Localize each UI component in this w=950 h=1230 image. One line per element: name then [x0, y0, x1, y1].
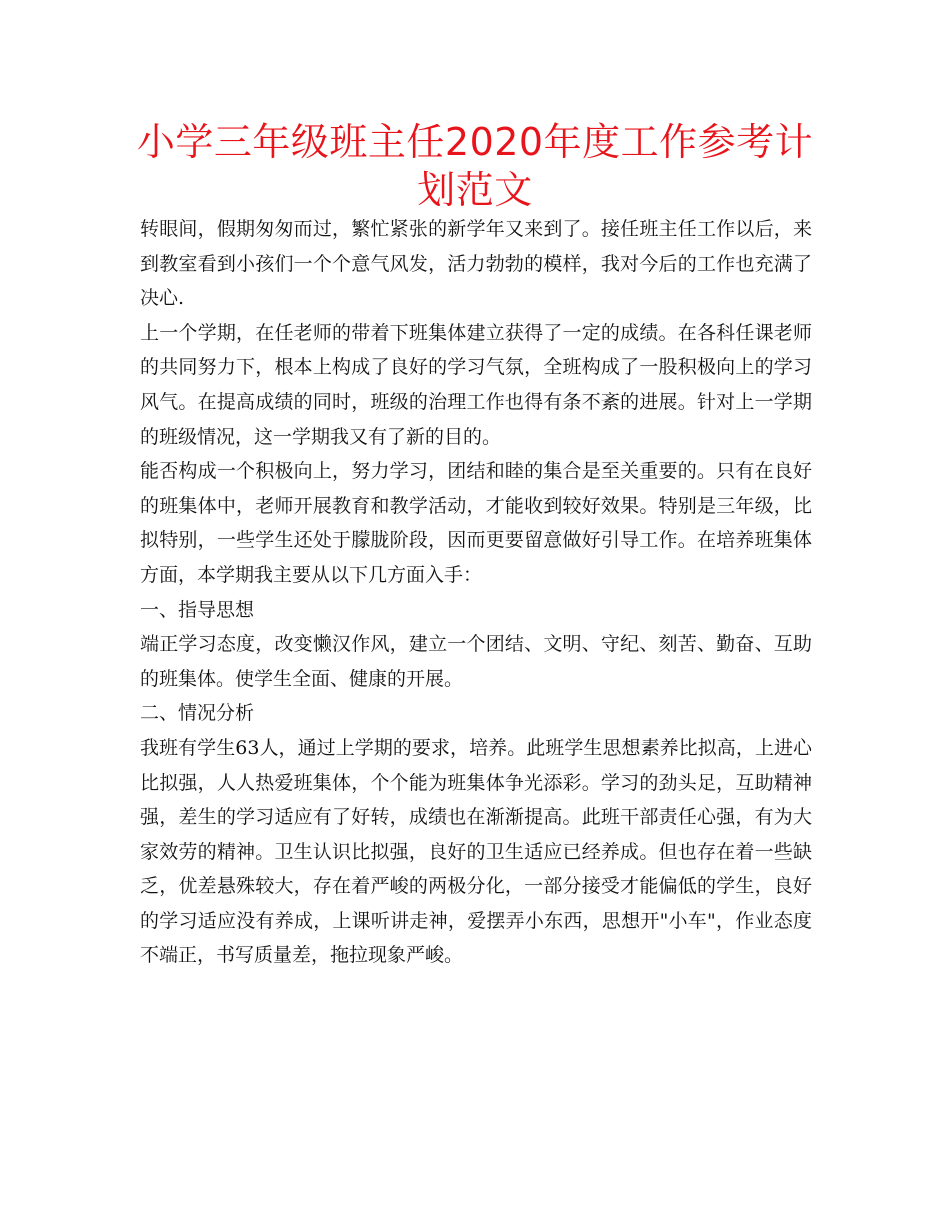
paragraph-situation-analysis: 我班有学生63人，通过上学期的要求，培养。此班学生思想素养比拟高，上进心比拟强，人人热爱班集体，个个能为班集体争光添彩。学习的劲头足，互助精神强，差生的学习适应有了好转，成绩也在渐渐提高。此班干部责任心强，有为大家效劳的精神。卫生认识比拟强，良好的卫生适应已经养成。但也存在着一些缺乏，优差悬殊较大，存在着严峻的两极分化，一部分接受才能偏低的学生，良好的学习适应没有养成，上课听讲走神，爱摆弄小东西，思想开"小车"，作业态度不端正，书写质量差，拖拉现象严峻。: [140, 736, 812, 967]
document-body: [140, 212, 812, 973]
section-heading-guiding-ideology: 一、指导思想: [140, 598, 255, 621]
paragraph-class-building: 能否构成一个积极向上，努力学习，团结和睦的集合是至关重要的。只有在良好的班集体中，老师开展教育和教学活动，才能收到较好效果。特别是三年级，比拟特别，一些学生还处于朦胧阶段，因而更要留意做好引导工作。在培养班集体方面，本学期我主要从以下几方面入手：: [140, 460, 812, 586]
paragraph-guiding-ideology: 端正学习态度，改变懒汉作风，建立一个团结、文明、守纪、刻苦、勤奋、互助的班集体。使学生全面、健康的开展。: [140, 633, 812, 690]
paragraph-last-semester: 上一个学期，在任老师的带着下班集体建立获得了一定的成绩。在各科任课老师的共同努力下，根本上构成了良好的学习气氛，全班构成了一股积极向上的学习风气。在提高成绩的同时，班级的治理工作也得有条不紊的进展。针对上一学期的班级情况，这一学期我又有了新的目的。: [140, 321, 812, 448]
section-heading-situation-analysis: 二、情况分析: [140, 702, 255, 725]
paragraph-intro: 转眼间，假期匆匆而过，繁忙紧张的新学年又来到了。接任班主任工作以后，来到教室看到小孩们一个个意气风发，活力勃勃的模样，我对今后的工作也充满了决心.: [140, 218, 812, 310]
document-title: 小学三年级班主任2020年度工作参考计划范文: [136, 120, 814, 212]
